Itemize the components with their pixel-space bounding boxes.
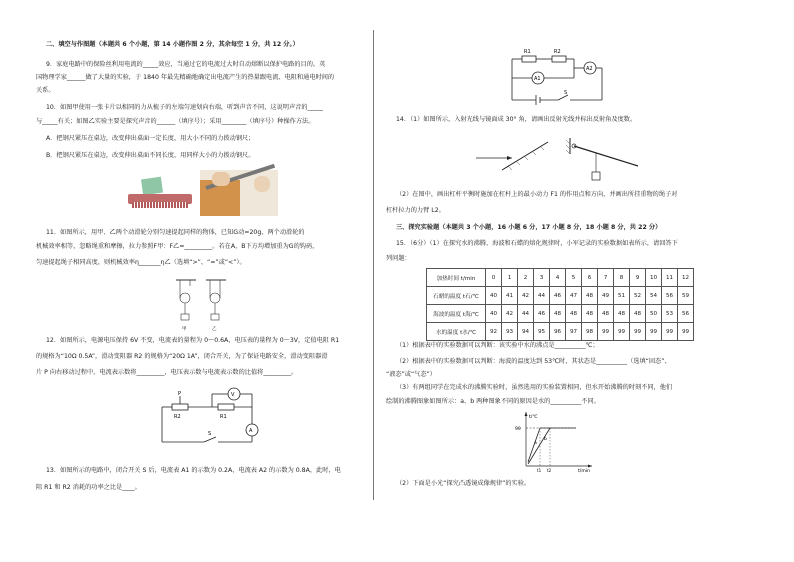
- q10-option-a: A．把钢尺紧压在桌边，改变伸出桌面一定长度，用大小不同的力拨动钢尺；: [46, 135, 255, 142]
- table-cell: 48: [550, 305, 566, 323]
- q13-label-a2: A2: [586, 66, 593, 72]
- q12-line1: 12．如图所示，电源电压保持 6V 不变，电流表的量程为 0～0.6A，电压表的量程为 0～3V，定值电阻 R1: [46, 337, 340, 344]
- mirror-diagram: [472, 138, 552, 174]
- table-cell: 93: [502, 323, 518, 341]
- q10-line2: 与_____有关；如图乙实验主要是探究声音的______（填序号）；采用________（填序号）种操作方法。: [36, 118, 315, 125]
- table-cell: 99: [630, 323, 646, 341]
- table-cell: 6: [582, 269, 598, 287]
- table-cell: 47: [566, 287, 582, 305]
- table-cell: 46: [534, 305, 550, 323]
- table-cell: 49: [598, 287, 614, 305]
- graph-label-t2: t2: [547, 468, 552, 473]
- table-cell: 3: [534, 269, 550, 287]
- table-cell: 48: [614, 305, 630, 323]
- section-3-title: 三、探究实验题（本题共 3 个小题，16 小题 6 分，17 小题 8 分，18 小题 8 分，共 22 分）: [396, 224, 662, 231]
- q13-label-s: S: [564, 90, 568, 96]
- q13-label-a1: A1: [534, 76, 541, 82]
- table-cell: 0: [486, 269, 502, 287]
- table-cell: 9: [630, 269, 646, 287]
- q12-line3: 片 P 向右移动过程中，电流表示数将_________，电压表示数与电流表示数的比值将_________。: [36, 369, 298, 376]
- q12-label-r1: R1: [220, 414, 227, 420]
- table-cell: 5: [566, 269, 582, 287]
- q11-line3: 匀速提起绳子相同高度，则机械效率η_______η乙（选填“>”、“=”或“<”）。: [36, 259, 246, 266]
- q13-label-r2: R2: [554, 49, 561, 55]
- graph-label-a: a: [534, 441, 537, 446]
- table-cell: 99: [646, 323, 662, 341]
- table-cell: 4: [550, 269, 566, 287]
- table-cell: 11: [662, 269, 678, 287]
- q12-label-a: A: [249, 428, 253, 434]
- pulley-diagram: [176, 278, 232, 334]
- q15-line2: 列问题：: [386, 255, 411, 262]
- answer-3-line2: 绘制的沸腾图象如图所示：a、b 两种图象不同的原因是水的__________不同。: [386, 398, 600, 405]
- table-cell: 99: [614, 323, 630, 341]
- table-cell: 56: [678, 305, 694, 323]
- boiling-graph: [512, 410, 598, 472]
- table-cell: 48: [566, 305, 582, 323]
- q12-label-r2: R2: [174, 414, 181, 420]
- table-cell: 98: [582, 323, 598, 341]
- table-cell: 99: [598, 323, 614, 341]
- data-table: [426, 268, 694, 341]
- q11-line2: 机械效率相等，忽略绳重和摩擦，拉力参照F甲：F乙=_________。若在A，B下方均增加重为G的钩码，: [36, 243, 319, 250]
- table-cell: 51: [614, 287, 630, 305]
- q13-line2: 阻 R1 和 R2 消耗的功率之比是____。: [36, 484, 141, 491]
- q9-line3: 关系。: [36, 87, 55, 94]
- table-cell: 46: [550, 287, 566, 305]
- column-divider: [373, 30, 374, 500]
- table-cell: 2: [518, 269, 534, 287]
- q9-line2: 国物理学家______做了大量的实验，于 1840 年最先精确地确定出电流产生的热量跟电流、电阻和通电时间的: [36, 74, 335, 81]
- table-cell: 48: [630, 305, 646, 323]
- q13-label-r1: R1: [524, 49, 531, 55]
- q15-part2: （2）下面是小光“探究凸透镜成像规律”的实验。: [396, 480, 531, 487]
- graph-x-label: t/min: [578, 469, 591, 474]
- table-cell: 97: [566, 323, 582, 341]
- graph-label-b: b: [544, 437, 547, 442]
- table-row: [427, 269, 694, 287]
- q15-line1: 15．（6分）（1）在探究水的沸腾、海波和石蜡的熔化规律时，小军记录的实验数据如表所示，请回答下: [396, 240, 678, 247]
- ruler-photo: [200, 170, 278, 216]
- q13-circuit-diagram: [508, 44, 608, 104]
- table-cell: 99: [662, 323, 678, 341]
- q13-line1: 13．如图所示的电路中，闭合开关 S 后，电流表 A1 的示数为 0.2A，电流表 A2 的示数为 0.8A，此时，电: [46, 467, 341, 474]
- table-row: [427, 323, 694, 341]
- pulley-label-yi: 乙: [212, 327, 217, 332]
- pulley-label-jia: 甲: [182, 327, 187, 332]
- table-cell: 10: [646, 269, 662, 287]
- table-cell: 48: [582, 305, 598, 323]
- answer-3-line1: （3）有两组同学在完成水的沸腾实验时，虽然选用的实验装置相同，但水开始沸腾的时刻不同，他们: [396, 384, 673, 391]
- graph-label-t1: t1: [537, 468, 542, 473]
- table-row: [427, 287, 694, 305]
- table-cell: 94: [518, 323, 534, 341]
- table-cell: 56: [662, 287, 678, 305]
- table-cell: 42: [518, 287, 534, 305]
- table-cell: 40: [486, 287, 502, 305]
- table-cell: 44: [518, 305, 534, 323]
- q9-line1: 9．家庭电路中的保险丝利用电流的_____效应，当通过它的电流过大时自动熔断以保护电路的目的。英: [46, 61, 326, 68]
- q12-label-v: V: [231, 392, 235, 398]
- graph-y-label: t/℃: [529, 415, 538, 420]
- table-row-label: 石蜡的温度 t石/℃: [427, 287, 486, 305]
- table-cell: 41: [502, 287, 518, 305]
- comb-photo: [128, 174, 196, 214]
- q10-line1: 10．如图甲使用一张卡片以相同的力从梳子的左端匀速划向右端，听到声音不同，这说明声音的_____: [46, 104, 324, 111]
- table-cell: 52: [630, 287, 646, 305]
- table-cell: 53: [662, 305, 678, 323]
- table-cell: 44: [534, 287, 550, 305]
- table-cell: 1: [502, 269, 518, 287]
- answer-2-line1: （2）根据表中的实验数据可以判断：海波的温度达到 53℃时，其状态是__________（选填“固态”、: [396, 358, 671, 365]
- table-cell: 48: [598, 305, 614, 323]
- table-row: [427, 305, 694, 323]
- table-cell: 40: [486, 305, 502, 323]
- table-row-label: 加热时间 t/min: [427, 269, 486, 287]
- table-cell: 99: [678, 323, 694, 341]
- table-cell: 54: [646, 287, 662, 305]
- table-cell: 12: [678, 269, 694, 287]
- q11-line1: 11．如图所示，用甲、乙两个动滑轮分别匀速提起同样的物体，已知G动=20g，两个动滑轮的: [46, 229, 305, 236]
- table-cell: 92: [486, 323, 502, 341]
- lever-diagram: [566, 136, 646, 186]
- q14-line1: 14．（1）如图所示，入射光线与镜面成 30° 角，请画出反射光线并标出反射角及度数。: [396, 116, 637, 123]
- q14-2-line1: （2）在图中，画出杠杆平衡时施加在杠杆上的最小动力 F1 的作用点和方向，并画出所挂重物的绳子对: [396, 191, 678, 198]
- table-cell: 96: [550, 323, 566, 341]
- q14-2-line2: 杠杆拉力的力臂 L2。: [386, 207, 445, 214]
- answer-2-line2: “液态”或“气态”）: [386, 371, 436, 378]
- table-cell: 8: [614, 269, 630, 287]
- table-cell: 95: [534, 323, 550, 341]
- q12-line2: 的规格为“10Ω 0.5A”，滑动变阻器 R2 的规格为“20Ω 1A”，闭合开关，为了保证电路安全，滑动变阻器滑: [36, 353, 328, 360]
- table-cell: 48: [582, 287, 598, 305]
- q12-label-s: S: [208, 431, 212, 437]
- table-cell: 42: [502, 305, 518, 323]
- q12-circuit-diagram: [160, 388, 270, 452]
- table-cell: 7: [598, 269, 614, 287]
- table-cell: 50: [646, 305, 662, 323]
- q10-option-b: B．把钢尺紧压在桌边，改变伸出桌面不同长度，用同样大小的力拨动钢尺。: [46, 152, 255, 159]
- section-title: 二、填空与作图题（本题共 6 个小题，第 14 小题作图 2 分，其余每空 1 分，共 12 分。）: [46, 41, 299, 48]
- table-row-label: 水的温度 t水/℃: [427, 323, 486, 341]
- graph-99-label: 99: [515, 427, 521, 432]
- q12-label-p: P: [178, 391, 182, 397]
- table-row-label: 海波的温度 t海/℃: [427, 305, 486, 323]
- answer-1: （1）根据表中的实验数据可以判断：该实验中水的沸点是__________℃；: [396, 342, 599, 349]
- table-cell: 59: [678, 287, 694, 305]
